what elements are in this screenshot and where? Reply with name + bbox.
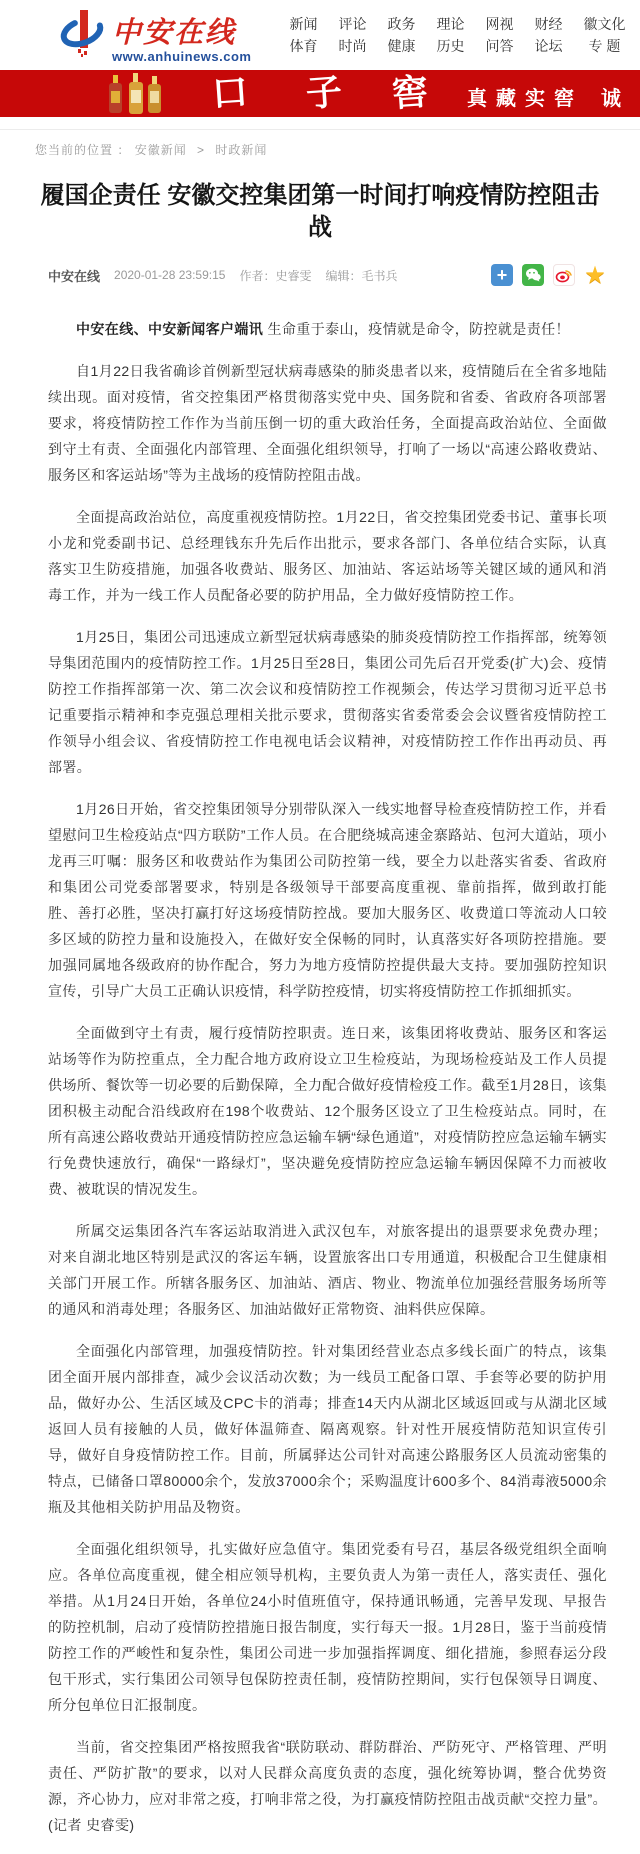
nav-item-news[interactable]: 新闻 — [289, 16, 318, 32]
nav-col-gov-health — [387, 13, 415, 57]
qzone-share-icon[interactable]: ★ — [584, 261, 606, 289]
site-name: 中安在线 — [112, 16, 237, 49]
breadcrumb-label: 您当前的位置 ： — [35, 143, 131, 157]
article-body — [48, 316, 607, 1838]
nav-item-theory[interactable]: 理论 — [436, 16, 465, 32]
nav-item-opinion[interactable]: 评论 — [338, 16, 367, 32]
nav-item-gov[interactable]: 政务 — [387, 16, 416, 32]
article-paragraph: 全面做到守土有责，履行疫情防控职责。连日来，该集团将收费站、服务区和客运站场等作为防控重点，全力配合地方政府设立卫生检疫站，为现场检疫站及工作人员提供场所、餐饮等一切必要的后勤保障，全力配合做好疫情检疫工作。截至1月28日，该集团积极主动配合沿线政府在198个收费站、12个服务区设立了卫生检疫站点。同时，在所有高速公路收费站开通疫情防控应急运输车辆“绿色通道”，对疫情防控应急运输车辆实行免费快速放行，确保“一路绿灯”，坚决避免疫情防控应急运输车辆因保障不力而被收费、被耽误的情况发生。 — [48, 1025, 607, 1197]
site-url: www.anhuinews.com — [112, 48, 252, 64]
logo-text — [112, 16, 252, 64]
breadcrumb-separator: > — [197, 143, 206, 157]
article-editor: 编辑：毛书兵 — [325, 268, 398, 283]
logo-swirl-icon — [58, 8, 106, 63]
banner-slogan-tail: 诚 — [601, 88, 621, 110]
nav-item-sports[interactable]: 体育 — [289, 38, 318, 54]
share-more-icon[interactable]: + — [491, 264, 513, 286]
banner-brand-char-kou: 口 — [210, 71, 250, 115]
nav-item-culture[interactable]: 徽文化 — [583, 16, 626, 32]
ad-banner-kouzijiao[interactable] — [0, 70, 640, 117]
nav-col-finance-forum — [534, 13, 562, 57]
article-paragraph: 全面强化组织领导，扎实做好应急值守。集团党委有号召，基层各级党组织全面响应。各单位高度重视，健全相应领导机构，主要负责人为第一责任人，落实责任、强化举措。从1月24日开始，各单位24小时值班值守，保持通讯畅通，完善早发现、早报告的防控机制，启动了疫情防控措施日报告制度，实行每天一报。1月28日，鉴于当前疫情防控工作的严峻性和复杂性，集团公司进一步加强指挥调度、细化措施，参照春运分段包干形式，实行集团公司领导包保防控责任制，疫情防控期间，实行包保领导日调度、所分包单位日汇报制度。 — [48, 1541, 607, 1713]
article-lead-paragraph — [48, 316, 607, 342]
byline-row — [48, 261, 606, 289]
nav-col-culture-special — [583, 13, 625, 57]
article-paragraph: 当前，省交控集团严格按照我省“联防联动、群防群治、严防死守、严格管理、严明责任、严防扩散”的要求，以对人民群众高度负责的态度，强化统筹协调，整合优势资源，齐心协力，应对非常之疫，打响非常之役，为打赢疫情防控阻击战贡献“交控力量”。(记者 史睿雯) — [48, 1739, 607, 1833]
article-datetime: 2020-01-28 23:59:15 — [114, 268, 226, 282]
liquor-bottles-image — [105, 73, 171, 117]
byline — [48, 266, 397, 285]
article-paragraph: 1月26日开始，省交控集团领导分别带队深入一线实地督导检查疫情防控工作，并看望慰问卫生检疫站点“四方联防”工作人员。在合肥绕城高速金寨路站、包河大道站，项小龙再三叮嘱：服务区和收费站作为集团公司防控第一线，要全力以赴落实省委、省政府和集团公司党委部署要求，特别是各级领导干部要高度重视、靠前指挥，做到敢打能胜、善打必胜，坚决打赢打好这场疫情防控战。要加大服务区、收费道口等流动人口较多区域的防控力量和设施投入，在做好安全保畅的同时，认真落实好各项防控措施。要加强同属地各级政府的协作配合，努力为地方疫情防控提供最大支持。要加强防控知识宣传，引导广大员工正确认识疫情，科学防控疫情，切实将疫情防控工作抓细抓实。 — [48, 801, 607, 999]
weibo-share-icon[interactable] — [553, 264, 575, 286]
article-author: 作者：史睿雯 — [239, 268, 312, 283]
article-paragraph: 所属交运集团各汽车客运站取消进入武汉包车，对旅客提出的退票要求免费办理；对来自湖北地区特别是武汉的客运车辆，设置旅客出口专用通道，积极配合卫生健康相关部门开展工作。所辖各服务区、加油站、酒店、物业、物流单位加强经营服务场所等的通风和消毒处理；各服务区、加油站做好正常物资、油料供应保障。 — [48, 1223, 607, 1317]
banner-brand-char-jiao: 窖 — [390, 71, 430, 115]
article-paragraph: 自1月22日我省确诊首例新型冠状病毒感染的肺炎患者以来，疫情随后在全省多地陆续出现。面对疫情，省交控集团严格贯彻落实党中央、国务院和省委、省政府各项部署要求，将疫情防控工作作为当前压倒一切的重大政治任务，全面提高政治站位、全面做到守土有责、全面强化内部管理、全面强化组织领导，打响了一场以“高速公路收费站、服务区和客运站场”等为主战场的疫情防控阻击战。 — [48, 363, 607, 483]
nav-item-health[interactable]: 健康 — [387, 38, 416, 54]
article-lead-source: 中安在线、中安新闻客户端讯 — [76, 321, 264, 337]
site-logo[interactable] — [58, 8, 251, 63]
wechat-share-icon[interactable] — [522, 264, 544, 286]
nav-col-news-sports — [289, 13, 317, 57]
nav-item-history[interactable]: 历史 — [436, 38, 465, 54]
site-header — [0, 0, 640, 70]
nav-col-video-qa — [485, 13, 513, 57]
nav-item-special[interactable]: 专 题 — [588, 38, 621, 54]
article-source: 中安在线 — [48, 268, 101, 284]
breadcrumb-link-politics-news[interactable]: 时政新闻 — [215, 143, 268, 157]
nav-col-theory-history — [436, 13, 464, 57]
top-nav — [289, 13, 625, 57]
article-lead-text: 生命重于泰山，疫情就是命令，防控就是责任！ — [263, 321, 570, 337]
nav-item-video[interactable]: 网视 — [485, 16, 514, 32]
page-title: 履国企责任 安徽交控集团第一时间打响疫情防控阻击战 — [40, 182, 600, 241]
breadcrumb — [0, 130, 640, 158]
nav-item-forum[interactable]: 论坛 — [534, 38, 563, 54]
nav-item-finance[interactable]: 财经 — [534, 16, 563, 32]
nav-col-opinion-fashion — [338, 13, 366, 57]
share-bar — [491, 261, 606, 289]
banner-brand-char-zi: 子 — [304, 71, 344, 115]
banner-slogan: 真藏实窖 — [467, 88, 583, 110]
article-paragraph: 1月25日，集团公司迅速成立新型冠状病毒感染的肺炎疫情防控工作指挥部，统筹领导集团范围内的疫情防控工作。1月25日至28日，集团公司先后召开党委(扩大)会、疫情防控工作指挥部第一次、第二次会议和疫情防控工作视频会，传达学习贯彻习近平总书记重要指示精神和李克强总理相关批示要求，贯彻落实省委常委会会议暨省疫情防控工作领导小组会议、省疫情防控工作电视电话会议精神，对疫情防控工作作出再动员、再部署。 — [48, 629, 607, 775]
article-paragraph: 全面强化内部管理，加强疫情防控。针对集团经营业态点多线长面广的特点，该集团全面开展内部排查，减少会议活动次数；为一线员工配备口罩、手套等必要的防护用品，做好办公、生活区域及CPC卡的消毒；排查14天内从湖北区域返回或与从湖北区域返回人员有接触的人员，做好体温筛查、隔离观察。针对性开展疫情防范知识宣传引导，做好自身疫情防控工作。目前，所属驿达公司针对高速公路服务区人员流动密集的特点，已储备口罩80000余个，发放37000余个；采购温度计600多个、84消毒液5000余瓶及其他相关防护用品及物资。 — [48, 1343, 607, 1515]
breadcrumb-link-anhui-news[interactable]: 安徽新闻 — [134, 143, 187, 157]
nav-item-qa[interactable]: 问答 — [485, 38, 514, 54]
nav-item-fashion[interactable]: 时尚 — [338, 38, 367, 54]
article-paragraph: 全面提高政治站位，高度重视疫情防控。1月22日，省交控集团党委书记、董事长项小龙和党委副书记、总经理钱东升先后作出批示，要求各部门、各单位结合实际，认真落实卫生防疫措施，加强各收费站、服务区、加油站、客运站场等关键区域的通风和消毒工作，并为一线工作人员配备必要的防护用品，全力做好疫情防控工作。 — [48, 509, 607, 603]
